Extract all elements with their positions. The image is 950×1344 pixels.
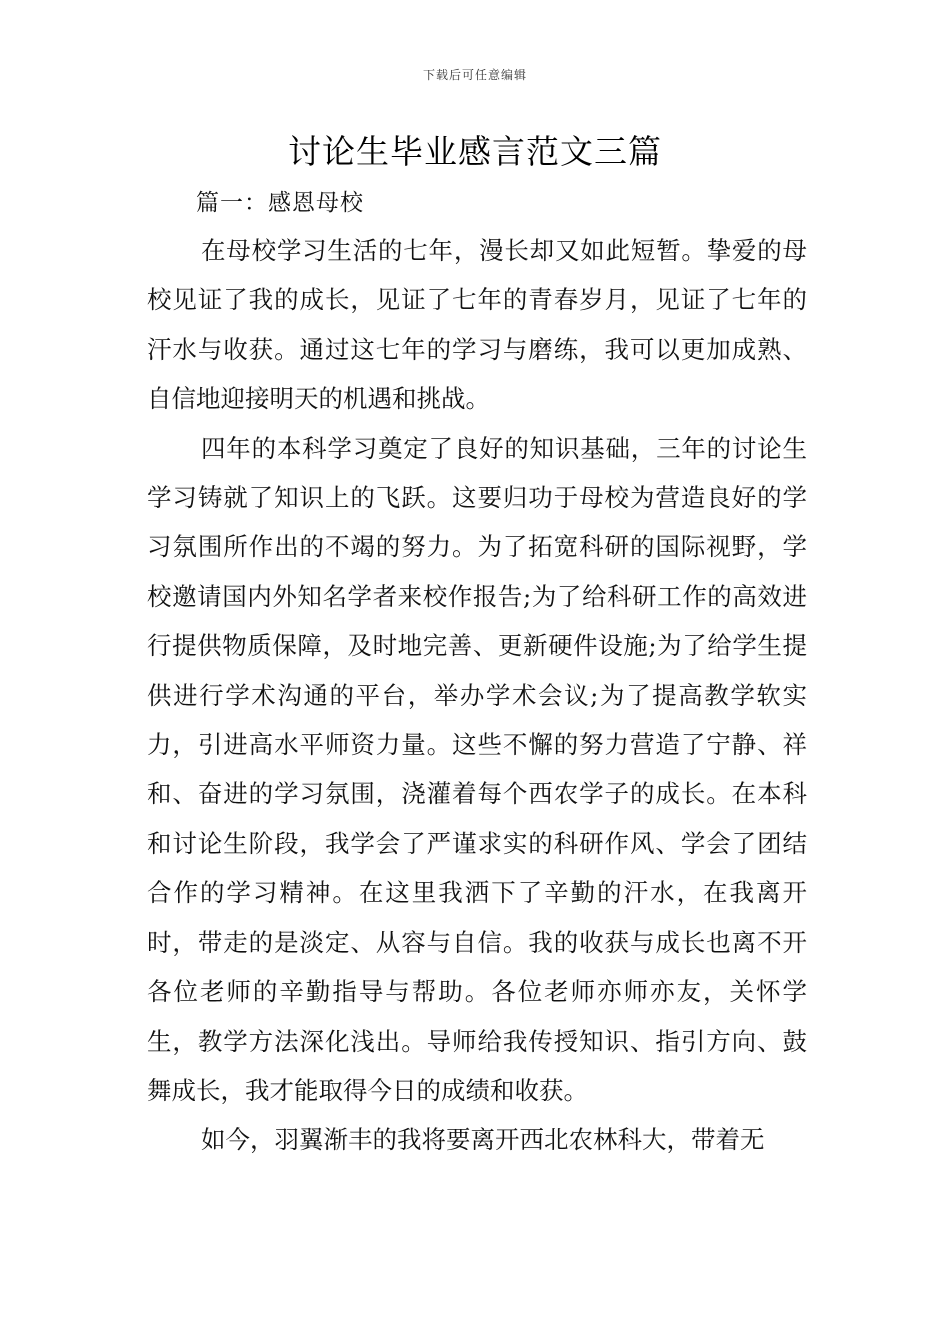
paragraph: 四年的本科学习奠定了良好的知识基础，三年的讨论生学习铸就了知识上的飞跃。这要归功于母校为营造良好的学习氛围所作出的不竭的努力。为了拓宽科研的国际视野，学校邀请国内外知名学者来校作报告;为了给科研工作的高效进行提供物质保障，及时地完善、更新硬件设施;为了给学生提供进行学术沟通的平台，举办学术会议;为了提高教学软实力，引进高水平师资力量。这些不懈的努力营造了宁静、祥和、奋进的学习氛围，浇灌着每个西农学子的成长。在本科和讨论生阶段，我学会了严谨求实的科研作风、学会了团结合作的学习精神。在这里我洒下了辛勤的汗水，在我离开时，带走的是淡定、从容与自信。我的收获与成长也离不开各位老师的辛勤指导与帮助。各位老师亦师亦友，关怀学生，教学方法深化浅出。导师给我传授知识、指引方向、鼓舞成长，我才能取得今日的成绩和收获。: [147, 433, 807, 1105]
header-note: 下载后可任意编辑: [422, 68, 527, 82]
paragraph: 在母校学习生活的七年，漫长却又如此短暂。挚爱的母校见证了我的成长，见证了七年的青春岁月，见证了七年的汗水与收获。通过这七年的学习与磨练，我可以更加成熟、自信地迎接明天的机遇和挑战。: [147, 236, 807, 414]
document-title: 讨论生毕业感言范文三篇: [288, 132, 662, 171]
body-text: [147, 226, 807, 1165]
section-heading: 篇一：感恩母校: [196, 190, 364, 216]
paragraph: 如今，羽翼渐丰的我将要离开西北农林科大，带着无: [201, 1125, 765, 1155]
